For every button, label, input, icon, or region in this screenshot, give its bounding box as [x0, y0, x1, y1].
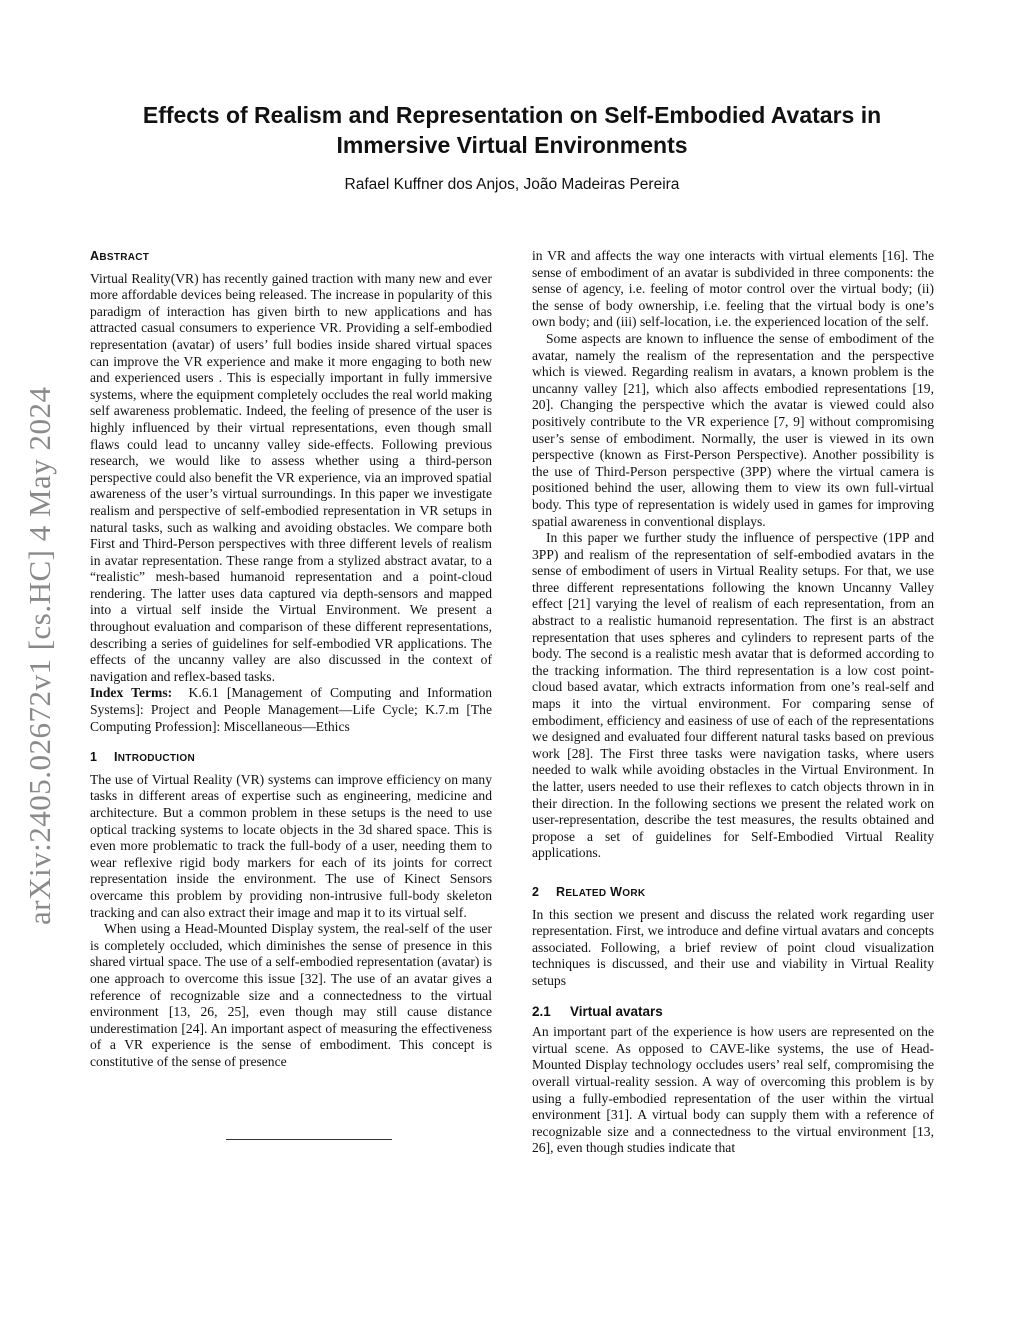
authors: Rafael Kuffner dos Anjos, João Madeiras Pereira — [344, 176, 680, 193]
section-number: 2 — [532, 884, 540, 899]
subsection-title: Virtual avatars — [570, 1003, 663, 1019]
arxiv-identifier: arXiv:2405.02672v1 [cs.HC] 4 May 2024 — [22, 386, 57, 925]
section-number: 1 — [90, 750, 98, 765]
title-line-1: Effects of Realism and Representation on Self-Embodied Avatars in — [142, 102, 882, 128]
section-heading-related-work: 2 RELATED WORK — [532, 884, 646, 899]
index-terms-label: Index Terms: — [90, 685, 173, 701]
intro-paragraph-2: When using a Head-Mounted Display system, the real-self of the user is completely occluded, which diminishes the sense of presence in this shared virtual space. The use of a self-embodied representation (avatar) is one approach to overcome this issue [32]. The use of an avatar gives a reference of recognizable size and a connectedness to the virtual environment [13, 26, 25], even though may still cause distance underestimation [24]. An important aspect of measuring the effectiveness of a VR experience is the sense of embodiment. This concept is constitutive of the sense of presence — [90, 921, 492, 1069]
index-terms — [90, 685, 492, 735]
abstract-heading — [90, 248, 492, 267]
subsection-heading-virtual-avatars — [532, 1004, 934, 1021]
abstract-heading-rest: BSTRACT — [99, 252, 150, 263]
intro-paragraph-1: The use of Virtual Reality (VR) systems can improve efficiency on many tasks in different areas of expertise such as engineering, medicine and architecture. But a common problem in these setups is the need to use optical tracking systems to locate objects in the 3d shared space. This is even more problematic to track the full-body of a user, needing them to wear reflexive rigid body markers for each of its joints for correct representation inside the environment. The use of Kinect Sensors overcame this problem by providing non-intrusive full-body skeleton tracking and can also extract their image and map it to its virtual self. — [90, 771, 492, 920]
title-line-2: Immersive Virtual Environments — [336, 132, 688, 158]
left-column — [90, 248, 492, 1071]
index-terms-text: K.6.1 [Management of Computing and Information Systems]: Project and People Management—Life Cycle; K.7.m [The Computing Profession]: Miscellaneous—Ethics — [90, 685, 493, 734]
abstract-heading-first: A — [90, 249, 100, 263]
abstract-text: Virtual Reality(VR) has recently gained traction with many new and ever more affordable devices being released. The increase in popularity of this paradigm of interaction has given birth to new applications and has attracted casual consumers to experience VR. Providing a self-embodied representation (avatar) of users’ full bodies inside shared virtual spaces can improve the VR experience and make it more engaging to both new and experienced users . This is especially important in fully immersive systems, where the equipment completely occludes the real world making self awareness problematic. Indeed, the feeling of presence of the user is highly influenced by their virtual representations, even though small flaws could lead to uncanny valley side-effects. Following previous research, we would like to assess whether using a third-person perspective could also benefit the VR experience, via an improved spatial awareness of the user’s virtual surroundings. In this paper we investigate realism and perspective of self-embodied representation in VR setups in natural tasks, such as walking and avoiding obstacles. We compare both First and Third-Person perspectives with three different levels of realism in avatar representation. These range from a stylized abstract avatar, to a “realistic” mesh-based humanoid representation and a point-cloud rendering. The latter uses data captured via depth-sensors and mapped into a virtual self inside the Virtual Environment. We present a throughout evaluation and comparison of these different representations, describing a series of guidelines for self-embodied VR applications. The effects of the uncanny valley are also discussed in the context of navigation and reflex-based tasks. — [90, 270, 492, 684]
intro-heading-rest: NTRODUCTION — [117, 753, 195, 765]
intro-paragraph-4: Some aspects are known to influence the sense of embodiment of the avatar, namely the realism of the representation and the perspective which is viewed. Regarding realism in avatars, a known problem is the uncanny valley [21], which also affects embodied representations [19, 20]. Changing the perspective which the avatar is viewed could also positively contribute to the VR experience [7, 9] without compromising user’s sense of embodiment. Normally, the user is viewed in its own perspective (known as First-Person Perspective). Another possibility is the use of Third-Person perspective (3PP) where the virtual camera is positioned behind the user, allowing them to view its own full-virtual body. This type of representation is widely used in games for improving spatial awareness in conventional displays. — [532, 330, 934, 529]
paper-title — [90, 100, 934, 160]
intro-paragraph-5: In this paper we further study the influence of perspective (1PP and 3PP) and realism of the representation of self-embodied avatars in the sense of embodiment of users in Virtual Reality setups. For that, we use three different representations following the known Uncanny Valley effect [21] varying the level of realism of each representation, from an abstract to a realistic humanoid representation. The first is an abstract representation that uses spheres and cylinders to represent parts of the body. The second is a realistic mesh avatar that is deformed according to the tracking information. The third representation is a low cost point-cloud based avatar, which extracts information from one’s real-self and maps it into the virtual environment. For comparing sense of embodiment, efficiency and easiness of use of each of the representations we designed and evaluated four different natural tasks based on previous work [28]. The First three tasks were navigation tasks, where users needed to walk while avoiding obstacles in the Virtual Environment. In the latter, users needed to use their reflexes to catch objects thrown in in their direction. In the following sections we present the related work on user-representation, describe the test measures, the results obtained and propose a set of guidelines for Self-Embodied Virtual Reality applications. — [532, 530, 934, 861]
intro-paragraph-3: in VR and affects the way one interacts with virtual elements [16]. The sense of embodiment of an avatar is subdivided in three components: the sense of agency, i.e. feeling of motor control over the virtual body; (ii) the sense of body ownership, i.e. feeling that the virtual body is one’s own body; and (iii) self-location, i.e. the experienced location of the self. — [532, 248, 934, 330]
subsection-number: 2.1 — [532, 1003, 551, 1019]
footnote-rule — [226, 1139, 392, 1140]
related-paragraph-2: An important part of the experience is how users are represented on the virtual scene. As opposed to CAVE-like systems, the use of Head-Mounted Display technology occludes users’ real self, compromising the overall virtual-reality session. A way of overcoming this problem is by using a fully-embodied representation of the user within the virtual environment [31]. A virtual body can supply them with a reference of recognizable size and a connectedness to the virtual environment [13, 26], even though studies indicate that — [532, 1024, 934, 1156]
related-paragraph-1: In this section we present and discuss the related work regarding user representation. First, we introduce and define virtual avatars and concepts associated. Following, a brief review of point cloud visualization techniques is discussed, and their use and viability in Virtual Reality setups — [532, 906, 934, 988]
right-column — [532, 248, 934, 1157]
intro-heading-first: I — [114, 750, 118, 765]
section-heading-introduction — [90, 749, 492, 768]
